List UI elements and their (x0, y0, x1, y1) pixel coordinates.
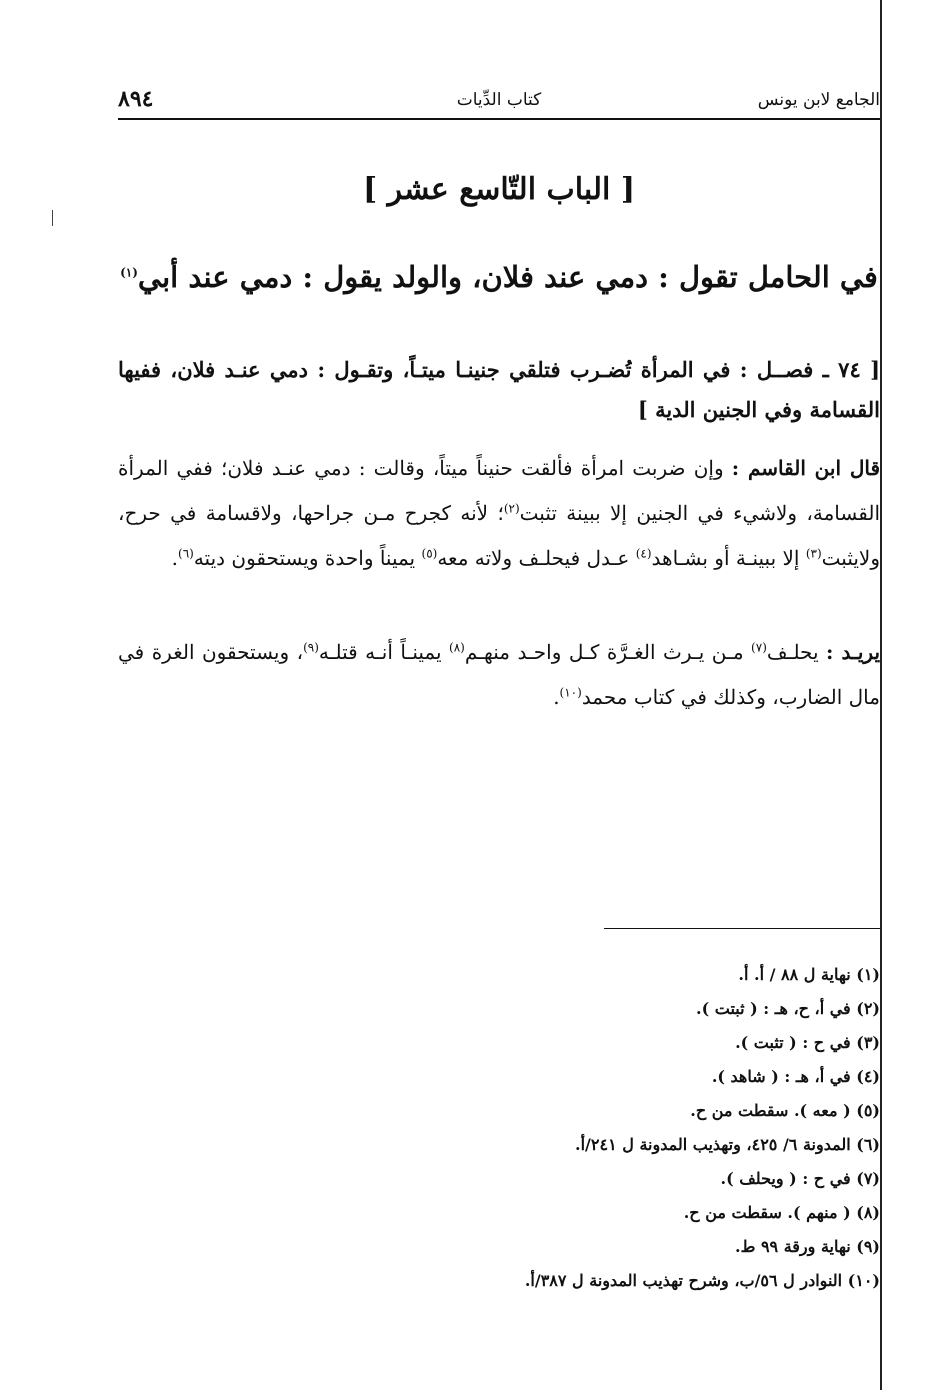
footnote: (٣) في ح : ( تثبت ). (735, 1033, 880, 1052)
footnote: (٩) نهاية ورقة ٩٩ ط. (735, 1237, 880, 1256)
header-chapter-title: كتاب الدِّيات (456, 90, 542, 110)
chapter-subtitle-text: في الحامل تقول : دمي عند فلان، والولد يقول : دمي عند أبي (137, 260, 878, 294)
footnote-ref: (٨) (449, 640, 465, 655)
paragraph-end: . (171, 546, 178, 570)
footnote-ref: (١٠) (559, 685, 582, 700)
footnote-rule (604, 928, 880, 929)
page-number: ٨٩٤ (118, 86, 154, 112)
footnote-ref: (٦) (178, 546, 194, 561)
paragraph-text: ، ويستحقون الغرة في مال الضارب، وكذلك في كتاب محمد (118, 640, 880, 709)
footnote-ref: (٩) (303, 640, 319, 655)
header-book-title: الجامع لابن يونس (757, 90, 880, 110)
footnote-ref: (٧) (751, 640, 767, 655)
footnotes-list (118, 958, 880, 1298)
paragraph-lead: قال ابن القاسم : (731, 456, 881, 480)
footnote: (٥) ( معه ). سقطت من ح. (690, 1101, 880, 1120)
chapter-subtitle (118, 260, 880, 294)
paragraph (118, 630, 880, 720)
footnote-ref: (٢) (503, 501, 520, 516)
footnote: (٨) ( منهم ). سقطت من ح. (683, 1203, 880, 1222)
paragraph-text: إلا ببينـة أو بشـاهد (651, 546, 800, 570)
running-header (118, 86, 880, 116)
footnote: (١) نهاية ل ٨٨ / أ. أ. (738, 965, 880, 984)
paragraph-text: يحلـف (766, 640, 819, 664)
paragraph-end: . (553, 685, 560, 709)
footnote: (٧) في ح : ( ويحلف ). (720, 1169, 880, 1188)
footnote: (٦) المدونة ٦/ ٤٢٥، وتهذيب المدونة ل ٢٤١/أ. (575, 1135, 880, 1154)
page-edge-line (880, 0, 882, 1390)
scan-mark (52, 210, 53, 226)
footnote-ref: (١) (120, 265, 138, 280)
paragraph-text: وإن ضربت امرأة فألقت حنيناً ميتاً، وقالت : دمي عنـد فلان؛ ففي المرأة القسامة، ولاشيء في الجنين إلا ببينة تثبت (118, 456, 880, 525)
paragraph-lead: يريـد : (826, 640, 881, 664)
paragraph-text: ؛ لأنه كجرح مـن جراحها، ولاقسامة في حرح، ولايثبت (118, 501, 880, 570)
footnote: (١٠) النوادر ل ٥٦/ب، وشرح تهذيب المدونة ل ٣٨٧/أ. (524, 1271, 880, 1290)
footnote: (٤) في أ، هـ : ( شاهد ). (711, 1067, 880, 1086)
paragraph (118, 446, 880, 581)
header-rule (118, 118, 880, 120)
footnote: (٢) في أ، ح، هـ : ( ثبتت ). (696, 999, 880, 1018)
chapter-title: [ الباب التّاسع عشر ] (362, 172, 636, 207)
paragraph-text: يميناً واحدة ويستحقون ديته (193, 546, 416, 570)
paragraph-text: يمينـاً أنـه قتلـه (318, 640, 442, 664)
section-heading: [ ٧٤ ـ فصــل : في المرأة تُضـرب فتلقي جنينـا ميتـاً، وتقـول : دمي عنـد فلان، ففيها القسامة وفي الجنين الدية ] (118, 357, 881, 422)
footnote-ref: (٣) (805, 546, 822, 561)
paragraph-text: مـن يـرث الغـرَّة كـل واحـد منهـم (464, 640, 744, 664)
footnote-ref: (٥) (421, 546, 438, 561)
paragraph-text: عـدل فيحلـف ولاته معه (437, 546, 630, 570)
footnote-ref: (٤) (635, 546, 652, 561)
